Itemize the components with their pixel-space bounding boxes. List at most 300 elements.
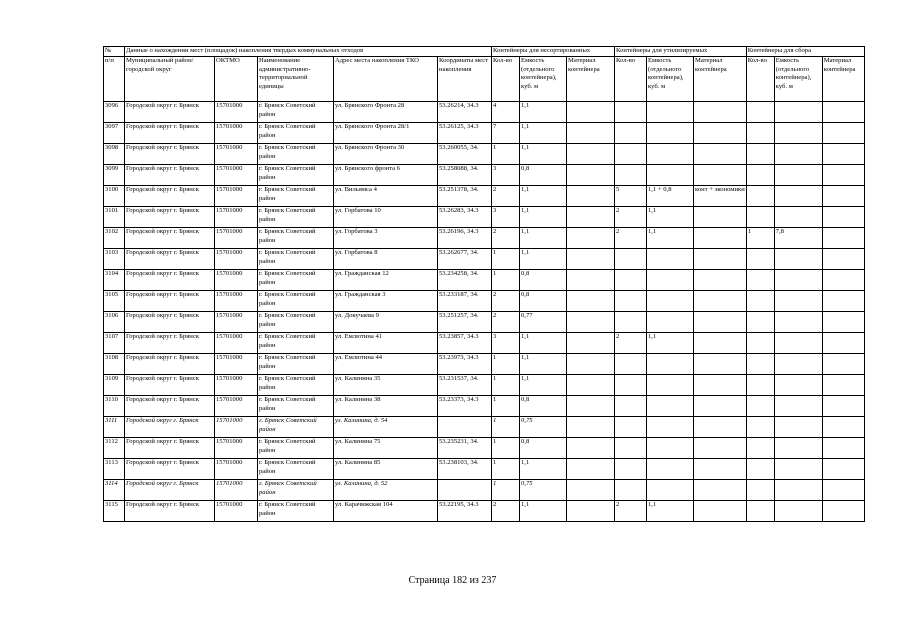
cell-collection-capacity bbox=[774, 144, 822, 165]
cell-collection-count bbox=[746, 270, 774, 291]
header-collection-containers: Контейнеры для сбора bbox=[746, 47, 864, 57]
cell-coords: 53.22195, 34.3 bbox=[438, 501, 492, 522]
cell-coords: 53.251378, 34. bbox=[438, 186, 492, 207]
cell-recycled-count: 2 bbox=[615, 333, 647, 354]
cell-collection-count bbox=[746, 438, 774, 459]
cell-collection-count bbox=[746, 102, 774, 123]
table-row bbox=[104, 270, 865, 291]
cell-district: Городской округ г. Брянск bbox=[125, 249, 215, 270]
cell-collection-capacity bbox=[774, 480, 822, 501]
header-recycled-capacity: Емкость (отдельного контейнера), куб. м bbox=[647, 57, 694, 102]
cell-unsorted-count: 1 bbox=[492, 354, 520, 375]
cell-coords: 53.26214, 34.3 bbox=[438, 102, 492, 123]
cell-recycled-material bbox=[694, 396, 747, 417]
header-district: Муниципальный район/городской округ bbox=[125, 57, 215, 102]
cell-unsorted-capacity: 1,1 bbox=[520, 501, 567, 522]
cell-admin-unit: г. Брянск Советский район bbox=[258, 333, 334, 354]
cell-coords bbox=[438, 480, 492, 501]
table-row bbox=[104, 333, 865, 354]
cell-unsorted-material bbox=[567, 102, 615, 123]
cell-admin-unit: г. Брянск Советский район bbox=[258, 459, 334, 480]
cell-collection-count bbox=[746, 396, 774, 417]
cell-unsorted-capacity: 0,75 bbox=[520, 417, 567, 438]
cell-recycled-count: 2 bbox=[615, 207, 647, 228]
cell-address: ул. Гражданская 12 bbox=[334, 270, 438, 291]
cell-oktmo: 15701000 bbox=[215, 102, 258, 123]
cell-oktmo: 15701000 bbox=[215, 480, 258, 501]
cell-unsorted-count: 3 bbox=[492, 165, 520, 186]
cell-collection-material bbox=[822, 165, 864, 186]
cell-num: 3104 bbox=[104, 270, 125, 291]
cell-recycled-capacity bbox=[647, 291, 694, 312]
cell-collection-material bbox=[822, 480, 864, 501]
cell-collection-capacity bbox=[774, 396, 822, 417]
cell-admin-unit: г. Брянск Советский район bbox=[258, 417, 334, 438]
cell-collection-capacity bbox=[774, 270, 822, 291]
cell-num: 3115 bbox=[104, 501, 125, 522]
cell-recycled-capacity bbox=[647, 375, 694, 396]
cell-recycled-material bbox=[694, 501, 747, 522]
cell-collection-material bbox=[822, 291, 864, 312]
cell-coords: 53.233187, 34. bbox=[438, 291, 492, 312]
header-unsorted-count: Кол-во bbox=[492, 57, 520, 102]
cell-unsorted-capacity: 1,1 bbox=[520, 333, 567, 354]
cell-address: ул. Емлютина 44 bbox=[334, 354, 438, 375]
cell-admin-unit: г. Брянск Советский район bbox=[258, 312, 334, 333]
cell-recycled-material bbox=[694, 438, 747, 459]
cell-oktmo: 15701000 bbox=[215, 249, 258, 270]
cell-coords: 53.231537, 34. bbox=[438, 375, 492, 396]
cell-unsorted-count: 1 bbox=[492, 417, 520, 438]
cell-district: Городской округ г. Брянск bbox=[125, 102, 215, 123]
header-collection-capacity: Емкость (отдельного контейнера), куб. м bbox=[774, 57, 822, 102]
table-row bbox=[104, 228, 865, 249]
table-row bbox=[104, 459, 865, 480]
cell-unsorted-material bbox=[567, 270, 615, 291]
cell-collection-capacity bbox=[774, 354, 822, 375]
cell-address: ул. Карачижская 104 bbox=[334, 501, 438, 522]
cell-coords: 53.251257, 34. bbox=[438, 312, 492, 333]
cell-recycled-capacity: 1,1 bbox=[647, 333, 694, 354]
cell-oktmo: 15701000 bbox=[215, 438, 258, 459]
cell-collection-count bbox=[746, 480, 774, 501]
cell-unsorted-material bbox=[567, 501, 615, 522]
cell-unsorted-material bbox=[567, 291, 615, 312]
cell-district: Городской округ г. Брянск bbox=[125, 354, 215, 375]
cell-collection-material bbox=[822, 228, 864, 249]
cell-recycled-count bbox=[615, 354, 647, 375]
cell-recycled-material bbox=[694, 312, 747, 333]
header-collection-count: Кол-во bbox=[746, 57, 774, 102]
cell-recycled-capacity bbox=[647, 396, 694, 417]
cell-unsorted-material bbox=[567, 396, 615, 417]
cell-collection-count bbox=[746, 186, 774, 207]
cell-unsorted-material bbox=[567, 480, 615, 501]
cell-admin-unit: г. Брянск Советский район bbox=[258, 102, 334, 123]
cell-unsorted-material bbox=[567, 438, 615, 459]
cell-collection-count bbox=[746, 207, 774, 228]
cell-unsorted-count: 1 bbox=[492, 459, 520, 480]
cell-collection-capacity bbox=[774, 459, 822, 480]
cell-recycled-material bbox=[694, 144, 747, 165]
cell-unsorted-material bbox=[567, 354, 615, 375]
cell-unsorted-capacity: 1,1 bbox=[520, 123, 567, 144]
cell-oktmo: 15701000 bbox=[215, 186, 258, 207]
cell-admin-unit: г. Брянск Советский район bbox=[258, 207, 334, 228]
cell-recycled-count bbox=[615, 480, 647, 501]
cell-admin-unit: г. Брянск Советский район bbox=[258, 480, 334, 501]
cell-collection-count bbox=[746, 312, 774, 333]
cell-collection-capacity: 7,8 bbox=[774, 228, 822, 249]
header-site-info: Данные о нахождении мест (площадок) накопления твердых коммунальных отходов bbox=[125, 47, 492, 57]
cell-collection-capacity bbox=[774, 438, 822, 459]
cell-recycled-capacity bbox=[647, 417, 694, 438]
table-row bbox=[104, 186, 865, 207]
cell-address: ул. Емлютина 41 bbox=[334, 333, 438, 354]
cell-recycled-capacity bbox=[647, 459, 694, 480]
cell-collection-capacity bbox=[774, 249, 822, 270]
cell-unsorted-capacity: 1,1 bbox=[520, 207, 567, 228]
cell-admin-unit: г. Брянск Советский район bbox=[258, 123, 334, 144]
cell-district: Городской округ г. Брянск bbox=[125, 396, 215, 417]
cell-recycled-material bbox=[694, 480, 747, 501]
cell-collection-count bbox=[746, 291, 774, 312]
cell-district: Городской округ г. Брянск bbox=[125, 291, 215, 312]
cell-num: 3111 bbox=[104, 417, 125, 438]
cell-unsorted-capacity: 1,1 bbox=[520, 102, 567, 123]
cell-unsorted-material bbox=[567, 333, 615, 354]
cell-collection-count bbox=[746, 417, 774, 438]
cell-address: ул. Горбатова 8 bbox=[334, 249, 438, 270]
cell-admin-unit: г. Брянск Советский район bbox=[258, 396, 334, 417]
cell-oktmo: 15701000 bbox=[215, 396, 258, 417]
cell-unsorted-count: 1 bbox=[492, 480, 520, 501]
cell-unsorted-capacity: 0,75 bbox=[520, 480, 567, 501]
cell-address: ул. Гражданская 3 bbox=[334, 291, 438, 312]
cell-unsorted-material bbox=[567, 375, 615, 396]
cell-oktmo: 15701000 bbox=[215, 354, 258, 375]
cell-coords: 53.26125, 34.3 bbox=[438, 123, 492, 144]
cell-recycled-material bbox=[694, 291, 747, 312]
cell-unsorted-material bbox=[567, 186, 615, 207]
table-row bbox=[104, 291, 865, 312]
cell-unsorted-material bbox=[567, 123, 615, 144]
cell-collection-count bbox=[746, 375, 774, 396]
cell-unsorted-count: 2 bbox=[492, 228, 520, 249]
cell-recycled-capacity bbox=[647, 123, 694, 144]
table-row bbox=[104, 438, 865, 459]
cell-unsorted-capacity: 1,1 bbox=[520, 375, 567, 396]
table-row bbox=[104, 312, 865, 333]
cell-collection-material bbox=[822, 375, 864, 396]
header-row-columns bbox=[104, 57, 865, 102]
cell-num: 3103 bbox=[104, 249, 125, 270]
cell-district: Городской округ г. Брянск bbox=[125, 186, 215, 207]
cell-unsorted-material bbox=[567, 459, 615, 480]
cell-oktmo: 15701000 bbox=[215, 228, 258, 249]
cell-coords: 53.234258, 34. bbox=[438, 270, 492, 291]
header-num: № bbox=[104, 47, 125, 57]
cell-coords: 53.23973, 34.3 bbox=[438, 354, 492, 375]
cell-collection-capacity bbox=[774, 333, 822, 354]
cell-collection-count bbox=[746, 249, 774, 270]
cell-num: 3114 bbox=[104, 480, 125, 501]
table-row bbox=[104, 165, 865, 186]
cell-collection-material bbox=[822, 312, 864, 333]
cell-address: ул. Брянского фронта 6 bbox=[334, 165, 438, 186]
cell-num: 3098 bbox=[104, 144, 125, 165]
table-row bbox=[104, 144, 865, 165]
cell-recycled-capacity bbox=[647, 438, 694, 459]
cell-recycled-material bbox=[694, 249, 747, 270]
cell-collection-capacity bbox=[774, 417, 822, 438]
cell-district: Городской округ г. Брянск bbox=[125, 144, 215, 165]
cell-collection-material bbox=[822, 249, 864, 270]
cell-recycled-count bbox=[615, 375, 647, 396]
cell-collection-capacity bbox=[774, 165, 822, 186]
table-row bbox=[104, 354, 865, 375]
cell-district: Городской округ г. Брянск bbox=[125, 480, 215, 501]
cell-collection-material bbox=[822, 438, 864, 459]
cell-recycled-material bbox=[694, 333, 747, 354]
cell-recycled-capacity bbox=[647, 354, 694, 375]
cell-district: Городской округ г. Брянск bbox=[125, 459, 215, 480]
header-pp: п/п bbox=[104, 57, 125, 102]
table-row bbox=[104, 249, 865, 270]
cell-recycled-capacity: 1,1 bbox=[647, 228, 694, 249]
cell-recycled-capacity bbox=[647, 144, 694, 165]
table-row bbox=[104, 417, 865, 438]
cell-num: 3113 bbox=[104, 459, 125, 480]
header-collection-material: Материал контейнера bbox=[822, 57, 864, 102]
header-recycled-material: Материал контейнера bbox=[694, 57, 747, 102]
cell-unsorted-count: 1 bbox=[492, 270, 520, 291]
cell-unsorted-count: 4 bbox=[492, 102, 520, 123]
cell-oktmo: 15701000 bbox=[215, 165, 258, 186]
cell-num: 3097 bbox=[104, 123, 125, 144]
cell-admin-unit: г. Брянск Советский район bbox=[258, 165, 334, 186]
cell-oktmo: 15701000 bbox=[215, 333, 258, 354]
cell-collection-count bbox=[746, 354, 774, 375]
cell-oktmo: 15701000 bbox=[215, 312, 258, 333]
cell-address: ул. Брянского Фронта 30 bbox=[334, 144, 438, 165]
cell-recycled-count bbox=[615, 249, 647, 270]
cell-collection-material bbox=[822, 207, 864, 228]
cell-recycled-capacity: 1,1 bbox=[647, 207, 694, 228]
cell-unsorted-count: 1 bbox=[492, 249, 520, 270]
cell-district: Городской округ г. Брянск bbox=[125, 270, 215, 291]
cell-recycled-count: 5 bbox=[615, 186, 647, 207]
cell-recycled-count: 2 bbox=[615, 501, 647, 522]
cell-address: ул. Докучаева 9 bbox=[334, 312, 438, 333]
waste-sites-table bbox=[103, 46, 865, 522]
header-unsorted-capacity: Емкость (отдельного контейнера), куб. м bbox=[520, 57, 567, 102]
cell-recycled-capacity bbox=[647, 312, 694, 333]
cell-unsorted-capacity: 1,1 bbox=[520, 459, 567, 480]
cell-recycled-material bbox=[694, 270, 747, 291]
cell-oktmo: 15701000 bbox=[215, 417, 258, 438]
cell-recycled-material bbox=[694, 228, 747, 249]
cell-unsorted-capacity: 0,8 bbox=[520, 165, 567, 186]
cell-unsorted-capacity: 0,77 bbox=[520, 312, 567, 333]
cell-unsorted-capacity: 1,1 bbox=[520, 144, 567, 165]
cell-oktmo: 15701000 bbox=[215, 291, 258, 312]
cell-collection-material bbox=[822, 459, 864, 480]
cell-admin-unit: г. Брянск Советский район bbox=[258, 186, 334, 207]
cell-unsorted-capacity: 0,8 bbox=[520, 396, 567, 417]
header-admin-unit: Наименование административно-территориальной единицы bbox=[258, 57, 334, 102]
cell-unsorted-count: 3 bbox=[492, 207, 520, 228]
cell-num: 3110 bbox=[104, 396, 125, 417]
cell-unsorted-capacity: 1,1 bbox=[520, 249, 567, 270]
cell-district: Городской округ г. Брянск bbox=[125, 417, 215, 438]
cell-admin-unit: г. Брянск Советский район bbox=[258, 144, 334, 165]
cell-address: ул. Горбатова 3 bbox=[334, 228, 438, 249]
cell-admin-unit: г. Брянск Советский район bbox=[258, 438, 334, 459]
cell-address: ул. Вильямса 4 bbox=[334, 186, 438, 207]
header-unsorted-containers: Контейнеры для несортированных bbox=[492, 47, 615, 57]
cell-unsorted-count: 1 bbox=[492, 375, 520, 396]
cell-recycled-material bbox=[694, 165, 747, 186]
cell-address: ул. Калинина 38 bbox=[334, 396, 438, 417]
cell-collection-count: 1 bbox=[746, 228, 774, 249]
cell-coords: 53.235231, 34. bbox=[438, 438, 492, 459]
cell-num: 3100 bbox=[104, 186, 125, 207]
cell-collection-capacity bbox=[774, 186, 822, 207]
cell-recycled-count bbox=[615, 438, 647, 459]
cell-collection-count bbox=[746, 165, 774, 186]
header-recycled-containers: Контейнеры для утилизируемых bbox=[615, 47, 747, 57]
cell-unsorted-capacity: 0,8 bbox=[520, 291, 567, 312]
cell-collection-material bbox=[822, 270, 864, 291]
cell-address: ул. Брянского Фронта 28/1 bbox=[334, 123, 438, 144]
cell-collection-capacity bbox=[774, 375, 822, 396]
cell-unsorted-capacity: 0,8 bbox=[520, 270, 567, 291]
cell-address: ул. Калинина 75 bbox=[334, 438, 438, 459]
cell-unsorted-count: 3 bbox=[492, 333, 520, 354]
cell-admin-unit: г. Брянск Советский район bbox=[258, 354, 334, 375]
table-row bbox=[104, 480, 865, 501]
cell-unsorted-material bbox=[567, 249, 615, 270]
cell-unsorted-material bbox=[567, 417, 615, 438]
cell-recycled-material bbox=[694, 123, 747, 144]
cell-collection-material bbox=[822, 417, 864, 438]
cell-admin-unit: г. Брянск Советский район bbox=[258, 375, 334, 396]
cell-oktmo: 15701000 bbox=[215, 144, 258, 165]
cell-collection-material bbox=[822, 144, 864, 165]
cell-collection-count bbox=[746, 459, 774, 480]
document-page bbox=[103, 46, 865, 522]
cell-unsorted-capacity: 1,1 bbox=[520, 354, 567, 375]
cell-collection-capacity bbox=[774, 102, 822, 123]
cell-admin-unit: г. Брянск Советский район bbox=[258, 228, 334, 249]
cell-recycled-capacity: 1,1 + 0,8 bbox=[647, 186, 694, 207]
cell-unsorted-count: 1 bbox=[492, 438, 520, 459]
cell-collection-material bbox=[822, 333, 864, 354]
cell-recycled-count bbox=[615, 312, 647, 333]
cell-address: ул. Горбатова 10 bbox=[334, 207, 438, 228]
cell-num: 3099 bbox=[104, 165, 125, 186]
cell-recycled-material: конт + экономики bbox=[694, 186, 747, 207]
cell-collection-material bbox=[822, 102, 864, 123]
cell-unsorted-count: 7 bbox=[492, 123, 520, 144]
table-row bbox=[104, 375, 865, 396]
cell-recycled-count bbox=[615, 417, 647, 438]
cell-oktmo: 15701000 bbox=[215, 207, 258, 228]
cell-recycled-count bbox=[615, 102, 647, 123]
table-row bbox=[104, 123, 865, 144]
cell-recycled-material bbox=[694, 354, 747, 375]
cell-recycled-count bbox=[615, 270, 647, 291]
cell-unsorted-count: 1 bbox=[492, 144, 520, 165]
cell-num: 3101 bbox=[104, 207, 125, 228]
cell-collection-capacity bbox=[774, 501, 822, 522]
cell-collection-material bbox=[822, 354, 864, 375]
header-oktmo: ОКТМО bbox=[215, 57, 258, 102]
cell-recycled-material bbox=[694, 459, 747, 480]
cell-num: 3107 bbox=[104, 333, 125, 354]
cell-recycled-count bbox=[615, 459, 647, 480]
cell-recycled-count bbox=[615, 165, 647, 186]
cell-recycled-count bbox=[615, 144, 647, 165]
cell-collection-capacity bbox=[774, 291, 822, 312]
cell-num: 3105 bbox=[104, 291, 125, 312]
cell-num: 3106 bbox=[104, 312, 125, 333]
cell-collection-count bbox=[746, 123, 774, 144]
cell-collection-count bbox=[746, 333, 774, 354]
cell-oktmo: 15701000 bbox=[215, 123, 258, 144]
cell-unsorted-material bbox=[567, 312, 615, 333]
cell-recycled-capacity bbox=[647, 249, 694, 270]
cell-district: Городской округ г. Брянск bbox=[125, 312, 215, 333]
cell-recycled-material bbox=[694, 102, 747, 123]
cell-unsorted-capacity: 0,8 bbox=[520, 438, 567, 459]
cell-coords: 53.238103, 34. bbox=[438, 459, 492, 480]
cell-num: 3109 bbox=[104, 375, 125, 396]
cell-recycled-material bbox=[694, 207, 747, 228]
cell-collection-material bbox=[822, 396, 864, 417]
cell-recycled-capacity bbox=[647, 102, 694, 123]
cell-recycled-capacity: 1,1 bbox=[647, 501, 694, 522]
cell-recycled-material bbox=[694, 417, 747, 438]
cell-coords bbox=[438, 417, 492, 438]
cell-collection-material bbox=[822, 123, 864, 144]
cell-recycled-count bbox=[615, 291, 647, 312]
cell-address: ул. Калинина 35 bbox=[334, 375, 438, 396]
cell-unsorted-capacity: 1,1 bbox=[520, 186, 567, 207]
cell-coords: 53.23857, 34.3 bbox=[438, 333, 492, 354]
cell-address: ул. Калинина, д. 54 bbox=[334, 417, 438, 438]
cell-collection-capacity bbox=[774, 123, 822, 144]
header-coords: Координаты мест накопления bbox=[438, 57, 492, 102]
cell-recycled-capacity bbox=[647, 270, 694, 291]
cell-num: 3108 bbox=[104, 354, 125, 375]
cell-admin-unit: г. Брянск Советский район bbox=[258, 501, 334, 522]
cell-recycled-capacity bbox=[647, 165, 694, 186]
header-address: Адрес места накопления ТКО bbox=[334, 57, 438, 102]
table-row bbox=[104, 102, 865, 123]
cell-address: ул. Калинина, д. 52 bbox=[334, 480, 438, 501]
cell-admin-unit: г. Брянск Советский район bbox=[258, 270, 334, 291]
cell-district: Городской округ г. Брянск bbox=[125, 228, 215, 249]
cell-oktmo: 15701000 bbox=[215, 501, 258, 522]
cell-num: 3112 bbox=[104, 438, 125, 459]
table-row bbox=[104, 396, 865, 417]
cell-oktmo: 15701000 bbox=[215, 459, 258, 480]
cell-recycled-capacity bbox=[647, 480, 694, 501]
cell-unsorted-count: 2 bbox=[492, 291, 520, 312]
page-number: Страница 182 из 237 bbox=[408, 575, 497, 586]
